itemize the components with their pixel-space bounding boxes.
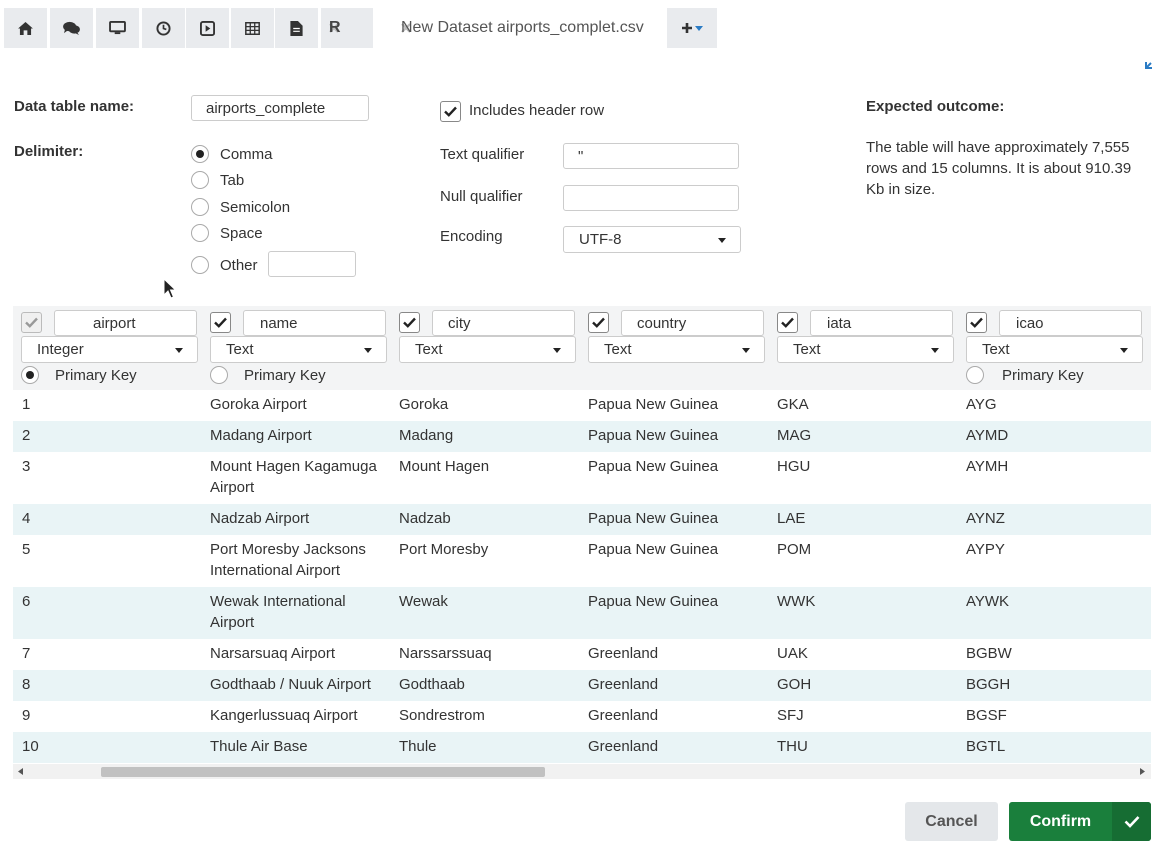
column-icao-type-value: Text [982,341,1010,358]
tab-bar [0,0,1153,48]
cell-name: Port Moresby Jacksons International Airport [210,541,366,579]
column-icao-type-select[interactable] [966,336,1143,363]
column-city-type-select[interactable] [399,336,576,363]
other-delimiter-input[interactable] [268,251,356,277]
column-iata-type-select[interactable] [777,336,954,363]
encoding-value: UTF-8 [579,231,622,248]
cell-airport: 9 [22,707,31,724]
cell-airport: 10 [22,738,39,755]
scrollbar-thumb[interactable] [101,767,545,777]
column-country-name-input[interactable] [621,310,764,336]
null-qualifier-label: Null qualifier [440,188,523,205]
caret-down-icon [718,238,726,243]
column-icao-name-input[interactable] [999,310,1142,336]
plus-icon [681,22,693,34]
cell-country: Papua New Guinea [588,593,719,610]
encoding-label: Encoding [440,228,503,245]
monitor-icon [109,21,126,35]
table-row [13,732,1151,763]
cell-city: Mount Hagen [399,458,490,475]
table-name-label: Data table name: [14,98,135,115]
document-icon [290,21,303,36]
text-qualifier-input[interactable] [563,143,739,169]
active-dataset-tab[interactable] [391,8,664,48]
cell-country: Greenland [588,676,659,693]
delimiter-tab-radio[interactable] [191,171,209,189]
cell-icao: AYWK [966,593,1010,610]
caret-down-icon [364,348,372,353]
cell-name: Goroka Airport [210,396,307,413]
cell-country: Greenland [588,645,659,662]
r-tab-label: R [329,19,341,36]
cell-icao: BGBW [966,645,1012,662]
column-country-type-select[interactable] [588,336,765,363]
r-tab[interactable] [321,8,373,48]
table-row [13,390,1151,421]
cell-name: Nadzab Airport [210,510,310,527]
delimiter-semicolon-radio[interactable] [191,198,209,216]
cell-country: Papua New Guinea [588,458,719,475]
cell-airport: 7 [22,645,31,662]
cell-icao: AYNZ [966,510,1005,527]
delimiter-tab-label: Tab [220,171,245,189]
column-name-primary-key[interactable] [210,366,326,384]
clock-tab[interactable] [142,8,185,48]
cell-airport: 1 [22,396,31,413]
column-airport-checkbox[interactable] [21,312,42,333]
includes-header-checkbox[interactable] [440,101,461,122]
table-row [13,639,1151,670]
column-airport-primary-key-radio[interactable] [21,366,39,384]
delimiter-space-radio[interactable] [191,224,209,242]
scroll-left-icon[interactable] [18,768,23,775]
cell-name: Thule Air Base [210,738,308,755]
checkmark-icon [403,317,416,328]
text-qualifier-label: Text qualifier [440,146,525,163]
cell-icao: AYMH [966,458,1009,475]
cell-iata: WWK [777,593,816,610]
column-airport-type-select[interactable] [21,336,198,363]
cell-city: Madang [399,427,454,444]
cell-icao: BGGH [966,676,1011,693]
column-icao-primary-key-radio[interactable] [966,366,984,384]
table-row [13,701,1151,732]
cell-country: Greenland [588,738,659,755]
cell-country: Papua New Guinea [588,427,719,444]
table-name-input[interactable] [191,95,369,121]
checkmark-icon [444,106,457,117]
cell-icao: AYPY [966,541,1005,558]
cell-airport: 5 [22,541,31,558]
confirm-check-icon [1112,802,1151,841]
encoding-select[interactable] [563,226,741,253]
cell-name: Madang Airport [210,427,312,444]
column-city-type-value: Text [415,341,443,358]
chevron-down-icon [695,26,703,31]
horizontal-scrollbar[interactable] [13,764,1151,779]
delimiter-semicolon-label: Semicolon [220,198,291,216]
checkmark-icon [25,317,38,328]
caret-down-icon [175,348,183,353]
expand-icon[interactable] [1145,53,1153,69]
cell-country: Papua New Guinea [588,510,719,527]
caret-down-icon [1120,348,1128,353]
cell-country: Papua New Guinea [588,541,719,558]
caret-down-icon [931,348,939,353]
column-airport-primary-key-label: Primary Key [55,366,137,384]
delimiter-other-radio[interactable] [191,256,209,274]
caret-down-icon [742,348,750,353]
confirm-button-label: Confirm [1029,812,1092,830]
cell-icao: AYMD [966,427,1009,444]
play-icon [200,21,215,36]
table-icon [245,22,260,35]
table-row [13,421,1151,452]
cell-city: Goroka [399,396,449,413]
column-icao-checkbox[interactable] [966,312,987,333]
table-row [13,504,1151,535]
cell-iata: POM [777,541,812,558]
caret-down-icon [553,348,561,353]
column-name-checkbox[interactable] [210,312,231,333]
cell-name: Narsarsuaq Airport [210,645,336,662]
cell-icao: BGTL [966,738,1006,755]
cell-airport: 6 [22,593,31,610]
column-name-type-value: Text [226,341,254,358]
monitor-tab[interactable] [96,8,139,48]
null-qualifier-input[interactable] [563,185,739,211]
table-row [13,535,1151,587]
cell-icao: AYG [966,396,997,413]
table-row [13,452,1151,504]
cell-city: Godthaab [399,676,465,693]
column-country-type-value: Text [604,341,632,358]
column-airport-type-value: Integer [37,341,84,358]
document-tab[interactable] [275,8,318,48]
cell-iata: LAE [777,510,806,527]
includes-header-label: Includes header row [469,102,605,119]
delimiter-other-option[interactable] [191,256,258,274]
delimiter-semicolon-option[interactable] [191,198,290,216]
cell-city: Nadzab [399,510,451,527]
delimiter-comma-radio[interactable] [191,145,209,163]
delimiter-label: Delimiter: [14,143,84,160]
table-row [13,587,1151,639]
mouse-cursor-icon [163,278,176,299]
cell-city: Sondrestrom [399,707,485,724]
cell-name: Wewak International Airport [210,593,346,631]
home-tab[interactable] [4,8,47,48]
column-name-type-select[interactable] [210,336,387,363]
delimiter-comma-label: Comma [220,145,273,163]
cell-city: Narssarssuaq [399,645,492,662]
add-tab-button[interactable] [667,8,717,48]
cell-airport: 4 [22,510,31,527]
column-country-checkbox[interactable] [588,312,609,333]
cell-iata: MAG [777,427,812,444]
clock-icon [156,21,171,36]
home-icon [18,22,33,35]
column-airport-name-input[interactable] [54,310,197,336]
cell-country: Papua New Guinea [588,396,719,413]
scroll-right-icon[interactable] [1140,768,1145,775]
cell-iata: GKA [777,396,809,413]
cancel-button[interactable]: Cancel [905,802,998,841]
table-row [13,670,1151,701]
cell-name: Kangerlussuaq Airport [210,707,358,724]
delimiter-tab-option[interactable] [191,171,244,189]
column-city-checkbox[interactable] [399,312,420,333]
delimiter-comma-option[interactable] [191,145,273,163]
outcome-text: The table will have approximately 7,555 rows and 15 columns. It is about 910.39 Kb in size. [866,139,1132,198]
cell-iata: UAK [777,645,808,662]
comments-tab[interactable] [50,8,93,48]
column-city-name-input[interactable] [432,310,575,336]
preview-table [13,390,1151,763]
checkmark-icon [214,317,227,328]
cell-iata: SFJ [777,707,804,724]
active-tab-label: New Dataset airports_complet.csv [401,19,644,36]
cell-airport: 2 [22,427,31,444]
cell-iata: THU [777,738,808,755]
cell-name: Mount Hagen Kagamuga Airport [210,458,377,496]
checkmark-icon [970,317,983,328]
cell-city: Thule [399,738,437,755]
cell-airport: 3 [22,458,31,475]
column-icao-primary-key-label: Primary Key [1002,366,1084,384]
cell-iata: GOH [777,676,812,693]
cell-icao: BGSF [966,707,1007,724]
cell-city: Port Moresby [399,541,489,558]
column-airport-primary-key[interactable] [21,366,137,384]
delimiter-space-option[interactable] [191,224,263,242]
delimiter-space-label: Space [220,224,263,242]
column-iata-checkbox[interactable] [777,312,798,333]
cell-name: Godthaab / Nuuk Airport [210,676,371,693]
column-name-primary-key-label: Primary Key [244,366,326,384]
comments-icon [63,21,80,35]
column-iata-name-input[interactable] [810,310,953,336]
checkmark-icon [781,317,794,328]
play-tab[interactable] [186,8,229,48]
confirm-button[interactable] [1009,802,1151,841]
outcome-title: Expected outcome: [866,98,1005,115]
column-iata-type-value: Text [793,341,821,358]
cell-city: Wewak [399,593,448,610]
cell-airport: 8 [22,676,31,693]
column-icao-primary-key[interactable] [966,366,1084,384]
column-name-name-input[interactable] [243,310,386,336]
delimiter-other-label: Other [220,256,258,274]
table-tab[interactable] [231,8,274,48]
cell-country: Greenland [588,707,659,724]
checkmark-icon [592,317,605,328]
column-name-primary-key-radio[interactable] [210,366,228,384]
cell-iata: HGU [777,458,811,475]
